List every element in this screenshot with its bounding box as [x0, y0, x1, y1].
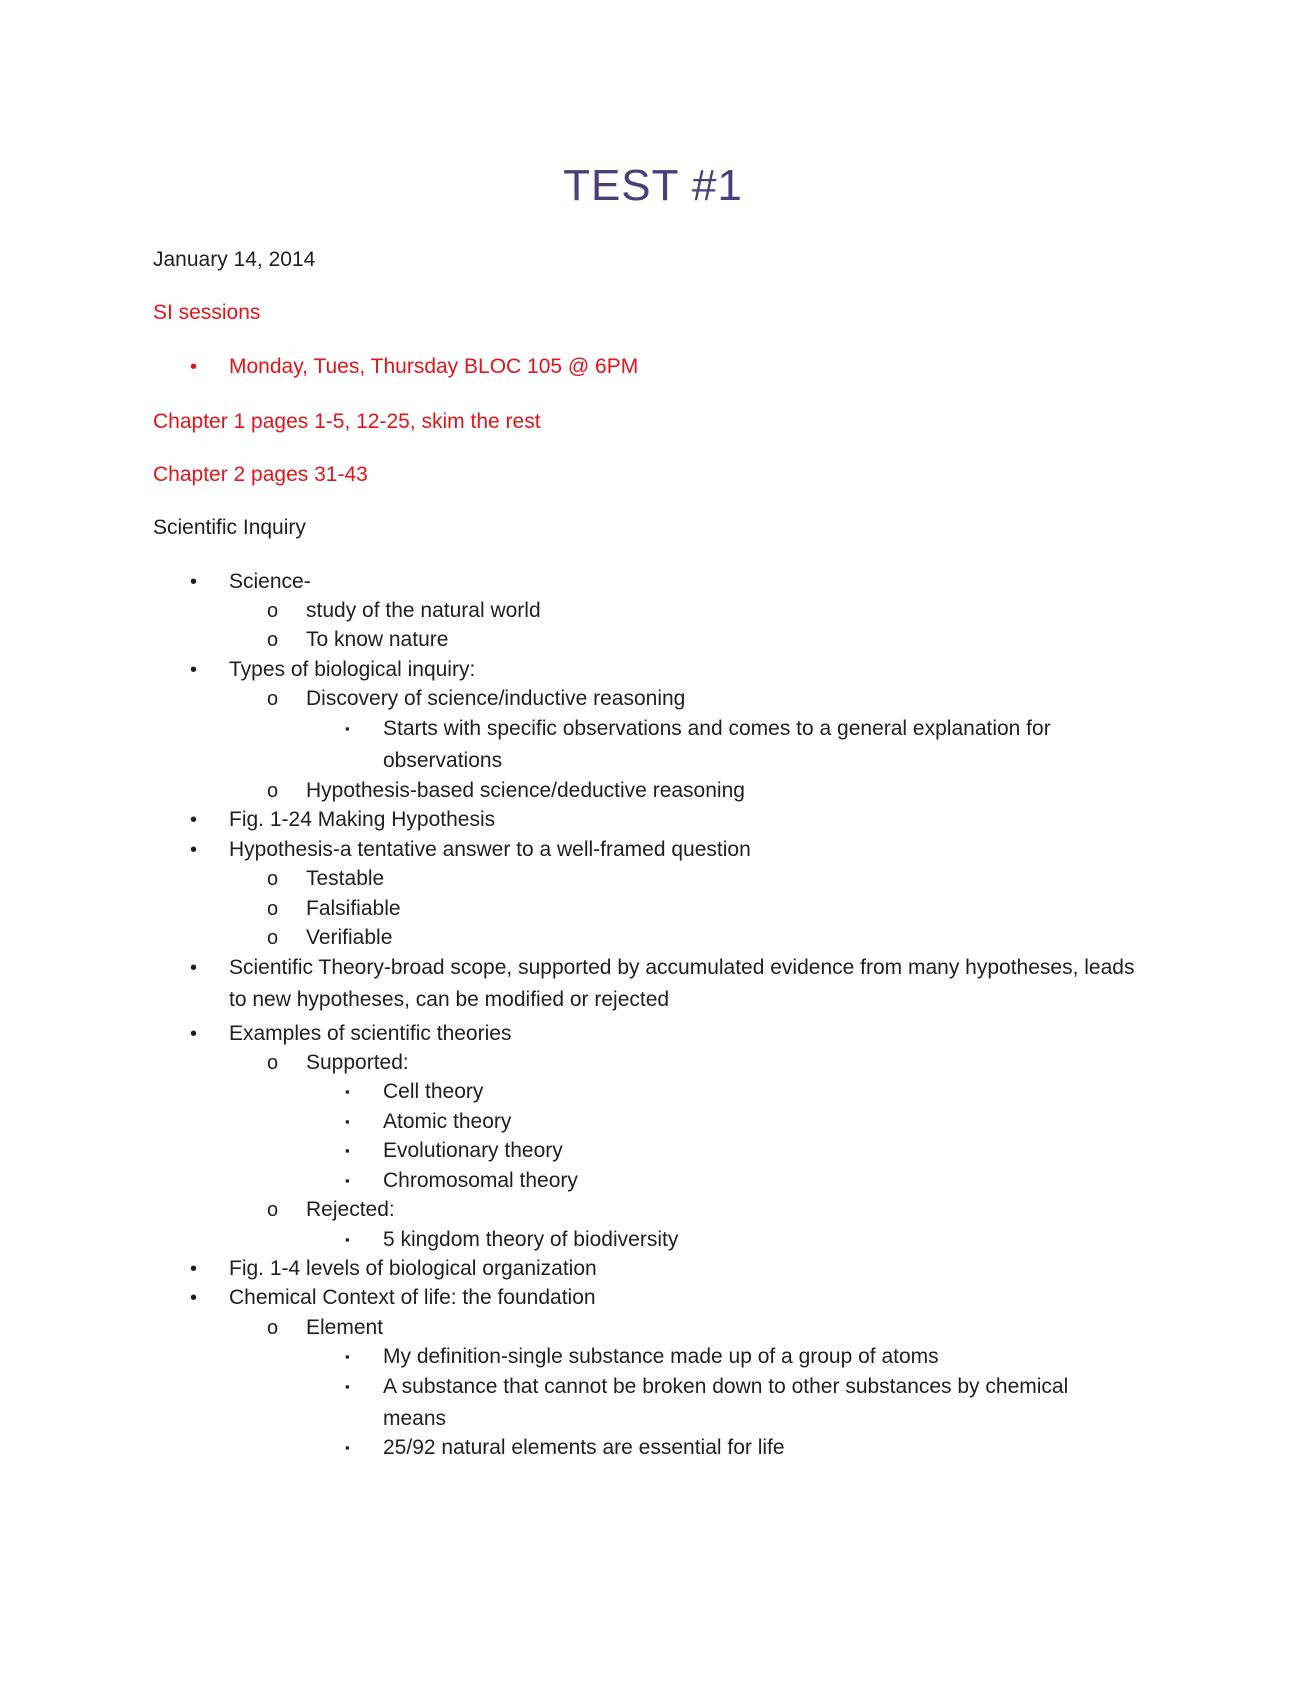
square-bullet-icon: ▪: [345, 1349, 350, 1364]
section-heading: Scientific Inquiry: [153, 516, 306, 539]
square-bullet-icon: ▪: [345, 1379, 350, 1394]
bullet-icon: •: [190, 957, 198, 979]
outline-item: Chemical Context of life: the foundation: [229, 1286, 596, 1309]
square-bullet-icon: ▪: [345, 1143, 350, 1158]
outline-item: Examples of scientific theories: [229, 1022, 512, 1045]
square-bullet-icon: ▪: [345, 1084, 350, 1099]
outline-item: Evolutionary theory: [383, 1139, 563, 1162]
bullet-icon: •: [190, 356, 198, 378]
outline-item: Scientific Theory-broad scope, supported by accumulated evidence from many hypotheses, leads: [229, 956, 1135, 979]
sub-bullet-icon: o: [267, 688, 279, 710]
bullet-icon: •: [190, 571, 198, 593]
outline-item: Hypothesis-a tentative answer to a well-framed question: [229, 838, 751, 861]
si-session-item: Monday, Tues, Thursday BLOC 105 @ 6PM: [229, 355, 639, 378]
outline-item: Fig. 1-4 levels of biological organization: [229, 1257, 597, 1280]
outline-item: My definition-single substance made up of a group of atoms: [383, 1345, 939, 1368]
outline-item: Rejected:: [306, 1198, 395, 1221]
bullet-icon: •: [190, 1258, 198, 1280]
sub-bullet-icon: o: [267, 927, 279, 949]
outline-item: Supported:: [306, 1051, 409, 1074]
outline-item: Discovery of science/inductive reasoning: [306, 687, 686, 710]
outline-item-continuation: to new hypotheses, can be modified or rejected: [229, 988, 670, 1011]
sub-bullet-icon: o: [267, 868, 279, 890]
outline-item-continuation: means: [383, 1407, 447, 1430]
outline-item-continuation: observations: [383, 749, 503, 772]
square-bullet-icon: ▪: [345, 1440, 350, 1455]
outline-item: Science-: [229, 570, 311, 593]
bullet-icon: •: [190, 839, 198, 861]
sub-bullet-icon: o: [267, 1317, 279, 1339]
date-line: January 14, 2014: [153, 248, 316, 271]
outline-item: 5 kingdom theory of biodiversity: [383, 1228, 679, 1251]
outline-item: Chromosomal theory: [383, 1169, 578, 1192]
sub-bullet-icon: o: [267, 780, 279, 802]
outline-item: Starts with specific observations and comes to a general explanation for: [383, 717, 1051, 740]
square-bullet-icon: ▪: [345, 1114, 350, 1129]
sub-bullet-icon: o: [267, 898, 279, 920]
page-title: TEST #1: [563, 161, 743, 210]
outline-item: Testable: [306, 867, 385, 890]
outline-item: A substance that cannot be broken down to other substances by chemical: [383, 1375, 1069, 1398]
chapter-1-note: Chapter 1 pages 1-5, 12-25, skim the rest: [153, 410, 541, 433]
bullet-icon: •: [190, 1023, 198, 1045]
sub-bullet-icon: o: [267, 629, 279, 651]
outline-item: Atomic theory: [383, 1110, 512, 1133]
square-bullet-icon: ▪: [345, 721, 350, 736]
chapter-2-note: Chapter 2 pages 31-43: [153, 463, 368, 486]
outline-item: Types of biological inquiry:: [229, 658, 476, 681]
square-bullet-icon: ▪: [345, 1232, 350, 1247]
sub-bullet-icon: o: [267, 1052, 279, 1074]
outline-item: Verifiable: [306, 926, 393, 949]
sub-bullet-icon: o: [267, 1199, 279, 1221]
outline-item: Falsifiable: [306, 897, 401, 920]
square-bullet-icon: ▪: [345, 1173, 350, 1188]
si-sessions-heading: SI sessions: [153, 301, 261, 324]
outline-item: To know nature: [306, 628, 449, 651]
outline-item: Cell theory: [383, 1080, 484, 1103]
sub-bullet-icon: o: [267, 600, 279, 622]
outline-item: Hypothesis-based science/deductive reasoning: [306, 779, 745, 802]
bullet-icon: •: [190, 1287, 198, 1309]
outline-item: Fig. 1-24 Making Hypothesis: [229, 808, 496, 831]
bullet-icon: •: [190, 659, 198, 681]
outline-item: 25/92 natural elements are essential for life: [383, 1436, 785, 1459]
outline-item: study of the natural world: [306, 599, 541, 622]
bullet-icon: •: [190, 809, 198, 831]
outline-item: Element: [306, 1316, 384, 1339]
